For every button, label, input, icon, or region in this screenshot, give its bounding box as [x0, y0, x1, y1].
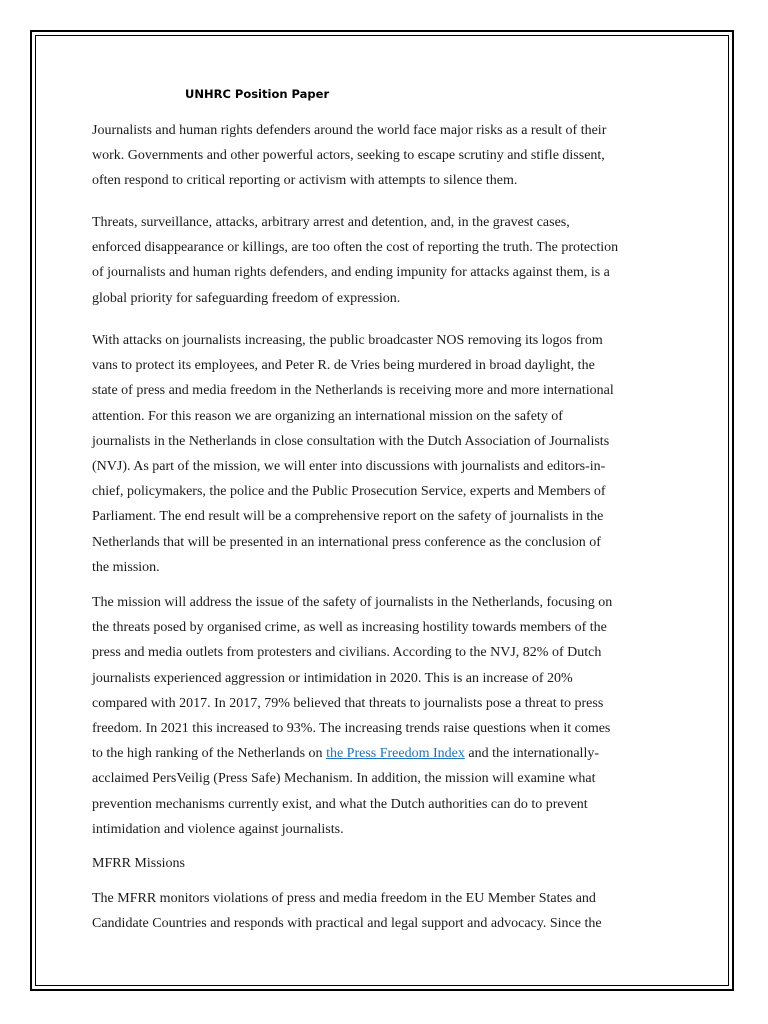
text-line: of journalists and human rights defenders, and ending impunity for attacks against them, is a [92, 265, 610, 281]
text-line: Journalists and human rights defenders around the world face major risks as a result of their [92, 123, 607, 138]
text-line: intimidation and violence against journalists. [92, 821, 344, 837]
section-heading-mfrr-missions [92, 851, 682, 876]
link-prefix-text: to the high ranking of the Netherlands on [92, 746, 327, 762]
document-title: UNHRC Position Paper [185, 87, 330, 101]
text-line: Netherlands that will be presented in an international press conference as the conclusion of [92, 534, 601, 550]
text-line-with-link [92, 741, 682, 766]
paragraph-threats [92, 210, 682, 311]
text-line: Parliament. The end result will be a comprehensive report on the safety of journalists in the [92, 509, 604, 525]
text-line: The mission will address the issue of the safety of journalists in the Netherlands, focusing on [92, 595, 613, 610]
text-line: (NVJ). As part of the mission, we will enter into discussions with journalists and editors-in- [92, 459, 606, 475]
text-line: chief, policymakers, the police and the Public Prosecution Service, experts and Members of [92, 484, 606, 500]
text-line: journalists experienced aggression or intimidation in 2020. This is an increase of 20% [92, 670, 573, 686]
text-line: acclaimed PersVeilig (Press Safe) Mechanism. In addition, the mission will examine what [92, 771, 596, 787]
text-line: often respond to critical reporting or activism with attempts to silence them. [92, 173, 518, 189]
paragraph-mission-scope [92, 590, 682, 842]
text-line: journalists in the Netherlands in close consultation with the Dutch Association of Journalists [92, 433, 610, 449]
text-line: state of press and media freedom in the Netherlands is receiving more and more international [92, 383, 614, 399]
text-line: With attacks on journalists increasing, the public broadcaster NOS removing its logos from [92, 333, 603, 348]
text-line: enforced disappearance or killings, are too often the cost of reporting the truth. The protection [92, 240, 619, 256]
text-line: Threats, surveillance, attacks, arbitrary arrest and detention, and, in the gravest cases, [92, 215, 570, 230]
text-line: The MFRR monitors violations of press and media freedom in the EU Member States and [92, 891, 596, 906]
text-line: work. Governments and other powerful actors, seeking to escape scrutiny and stifle dissent, [92, 148, 605, 164]
text-line: press and media outlets from protesters and civilians. According to the NVJ, 82% of Dutch [92, 645, 602, 661]
text-line: freedom. In 2021 this increased to 93%. The increasing trends raise questions when it comes [92, 721, 611, 737]
text-line: attention. For this reason we are organizing an international mission on the safety of [92, 408, 563, 424]
text-line: global priority for safeguarding freedom of expression. [92, 290, 401, 306]
text-line: Candidate Countries and responds with practical and legal support and advocacy. Since the [92, 916, 602, 932]
text-line: prevention mechanisms currently exist, and what the Dutch authorities can do to prevent [92, 796, 588, 812]
paragraph-intro [92, 118, 682, 194]
press-freedom-index-link[interactable]: the Press Freedom Index [326, 746, 465, 762]
text-line: vans to protect its employees, and Peter R. de Vries being murdered in broad daylight, the [92, 358, 595, 374]
link-suffix-text: and the internationally- [464, 746, 599, 762]
text-line: compared with 2017. In 2017, 79% believed that threats to journalists pose a threat to press [92, 695, 604, 711]
paragraph-netherlands-attacks [92, 328, 682, 580]
paragraph-mfrr-monitoring [92, 886, 682, 936]
text-line: the mission. [92, 559, 160, 575]
text-line: MFRR Missions [92, 856, 185, 871]
text-line: the threats posed by organised crime, as well as increasing hostility towards members of the [92, 620, 607, 636]
